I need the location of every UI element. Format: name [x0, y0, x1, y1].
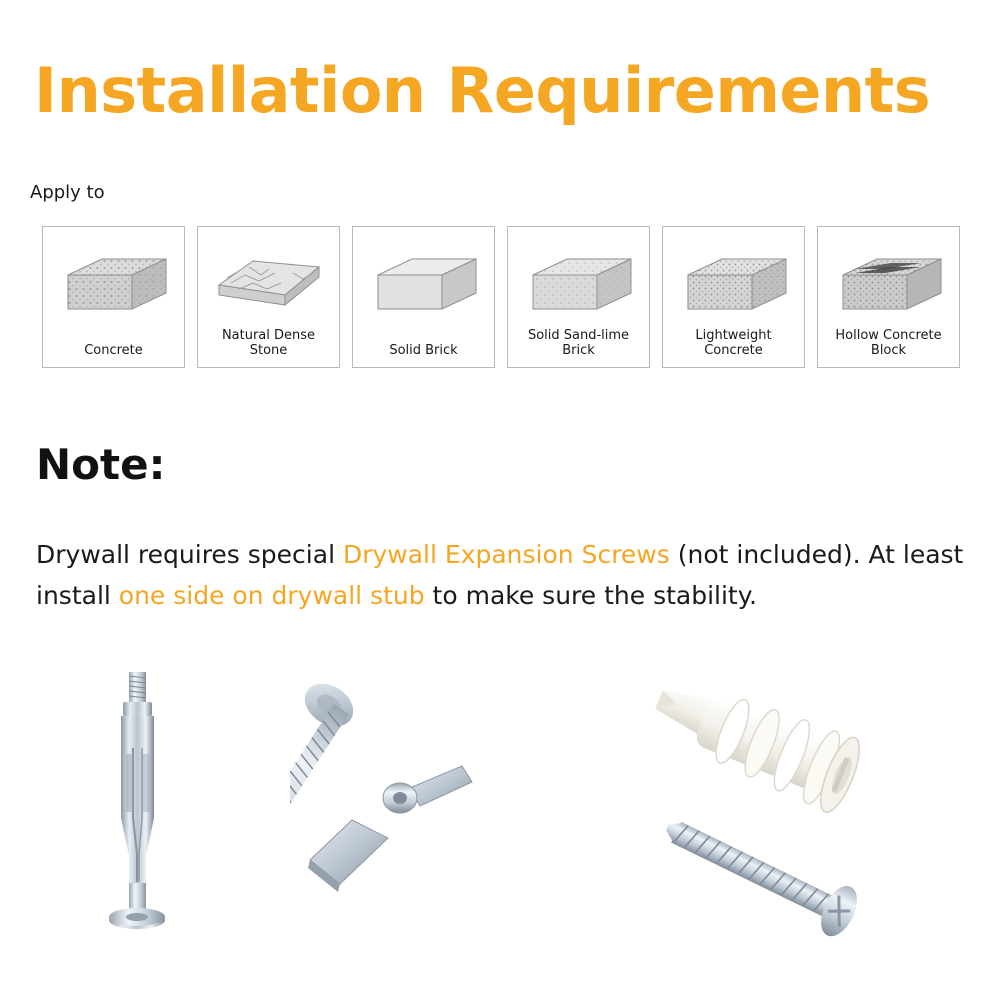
- apply-to-label: Apply to: [30, 182, 105, 203]
- hollow-concrete-block-icon: [818, 239, 959, 331]
- material-card-hollow-concrete-block: [817, 226, 960, 368]
- material-card-caption: Lightweight Concrete: [695, 327, 772, 359]
- material-card-solid-sand-lime-brick: [507, 226, 650, 368]
- material-card-lightweight-concrete: [662, 226, 805, 368]
- material-card-caption: Solid Sand-lime Brick: [527, 327, 630, 359]
- lightweight-concrete-icon: [663, 239, 804, 331]
- material-card-caption: Hollow Concrete Block: [835, 327, 942, 359]
- material-card-solid-brick: [352, 226, 495, 368]
- note-heading: Note:: [36, 440, 166, 489]
- note-body: [36, 535, 966, 616]
- note-text-1: Drywall requires special: [36, 540, 343, 569]
- material-card-caption: Solid Brick: [389, 343, 458, 359]
- note-highlight-1: Drywall Expansion Screws: [342, 540, 670, 569]
- stone-slab-icon: [198, 239, 339, 331]
- note-text-2: (not included). At least install: [36, 540, 964, 610]
- material-card-caption: Concrete: [84, 343, 143, 359]
- solid-brick-icon: [353, 239, 494, 331]
- material-card-list: [42, 226, 960, 368]
- material-card-natural-dense-stone: [197, 226, 340, 368]
- page-title: Installation Requirements: [34, 54, 931, 127]
- material-card-caption: Natural Dense Stone: [221, 327, 316, 359]
- note-highlight-2: one side on drywall stub: [118, 580, 425, 610]
- product-photo-group: [0, 660, 1000, 970]
- plastic-drywall-anchor-with-screw: [645, 670, 965, 954]
- concrete-block-icon: [43, 239, 184, 331]
- material-card-concrete: [42, 226, 185, 368]
- sand-lime-brick-icon: [508, 239, 649, 331]
- metal-hollow-wall-anchor: [85, 668, 195, 952]
- note-text-3: to make sure the stability.: [424, 580, 757, 610]
- toggle-bolt-spring-anchor: [290, 670, 590, 934]
